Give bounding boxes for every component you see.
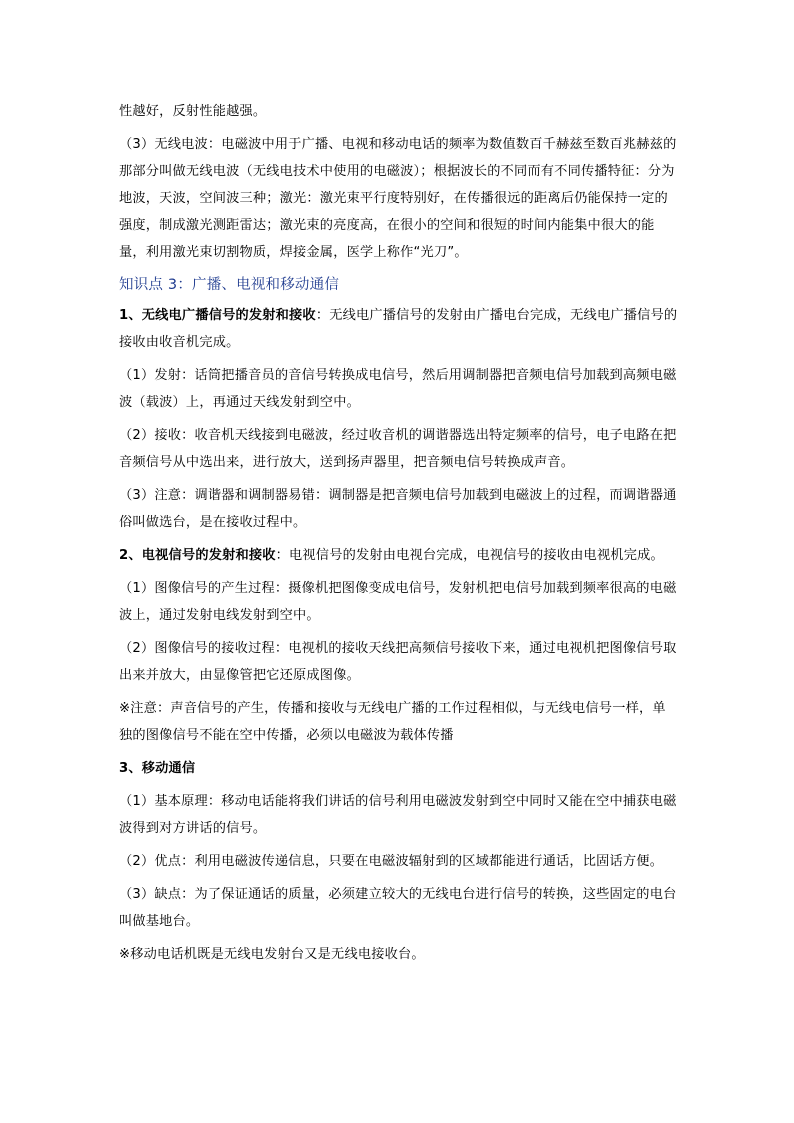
section1-item-transmit: （1）发射：话筒把播音员的音信号转换成电信号，然后用调制器把音频电信号加载到高频电磁波（载波）上，再通过天线发射到空中。	[119, 368, 677, 410]
section1-item-note: （3）注意：调谐器和调制器易错：调制器是把音频电信号加载到电磁波上的过程，而调谐器通俗叫做选台，是在接收过程中。	[119, 488, 677, 530]
document-body	[119, 98, 679, 974]
section3-title: 3、移动通信	[119, 761, 196, 776]
section-heading: 知识点 3：广播、电视和移动通信	[119, 277, 340, 293]
section2-item-note: ※注意：声音信号的产生，传播和接收与无线电广播的工作过程相似，与无线电信号一样，单独的图像信号不能在空中传播，必须以电磁波为载体传播	[119, 701, 666, 743]
section2-item-produce: （1）图像信号的产生过程：摄像机把图像变成电信号，发射机把电信号加载到频率很高的电磁波上，通过发射电线发射到空中。	[119, 581, 677, 623]
section1-title: 1、无线电广播信号的发射和接收	[119, 308, 316, 323]
section2-intro-text: ：电视信号的发射由电视台完成，电视信号的接收由电视机完成。	[275, 548, 664, 563]
section1-intro	[119, 302, 679, 356]
section1-intro-text: ：无线电广播信号的发射由广播电台完成，无线电广播信号的接收由收音机完成。	[119, 308, 678, 350]
section2-item-receive: （2）图像信号的接收过程：电视机的接收天线把高频信号接收下来，通过电视机把图像信号取出来并放大，由显像管把它还原成图像。	[119, 641, 677, 683]
section3-item-advantage: （2）优点：利用电磁波传递信息，只要在电磁波辐射到的区域都能进行通话，比固话方便。	[119, 854, 664, 869]
section3-item-note: ※移动电话机既是无线电发射台又是无线电接收台。	[119, 947, 425, 962]
section3-item-disadvantage: （3）缺点：为了保证通话的质量，必须建立较大的无线电台进行信号的转换，这些固定的电台叫做基地台。	[119, 887, 677, 929]
paragraph-radio-waves: （3）无线电波：电磁波中用于广播、电视和移动电话的频率为数值数百千赫兹至数百兆赫兹的那部分叫做无线电波（无线电技术中使用的电磁波）；根据波长的不同而有不同传播特征：分为地波，天波，空间波三种；激光：激光束平行度特别好，在传播很远的距离后仍能保持一定的强度，制成激光测距雷达；激光束的亮度高，在很小的空间和很短的时间内能集中很大的能量，利用激光束切割物质，焊接金属，医学上称作“光刀”。	[119, 137, 677, 260]
paragraph-continuation: 性越好，反射性能越强。	[119, 104, 267, 119]
section2-title: 2、电视信号的发射和接收	[119, 548, 276, 563]
section3-item-principle: （1）基本原理：移动电话能将我们讲话的信号利用电磁波发射到空中同时又能在空中捕获电磁波得到对方讲话的信号。	[119, 794, 677, 836]
section1-item-receive: （2）接收：收音机天线接到电磁波，经过收音机的调谐器选出特定频率的信号，电子电路在把音频信号从中选出来，进行放大，送到扬声器里，把音频电信号转换成声音。	[119, 428, 677, 470]
section2-intro	[119, 542, 679, 569]
